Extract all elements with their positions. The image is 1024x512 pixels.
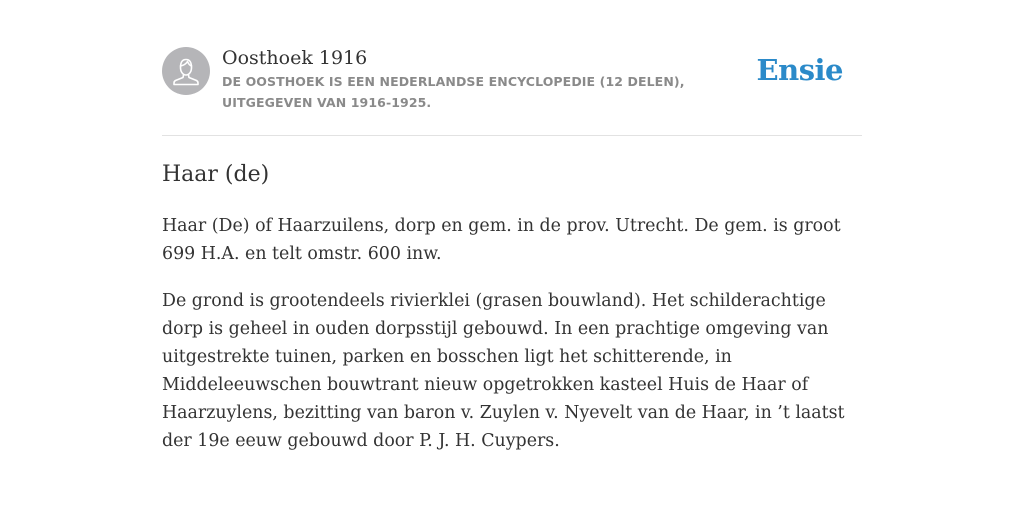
user-icon [162,47,210,95]
entry-title: Haar (de) [162,162,270,187]
brand-logo[interactable]: Ensie [756,53,843,87]
entry-paragraph: De grond is grootendeels rivierklei (grasen bouwland). Het schilderachtige dorp is geheel in ouden dorpsstijl gebouwd. In een prachtige omgeving van uitgestrekte tuinen, parken en bosschen ligt het schitterende, in Middeleeuwschen bouwtrant nieuw opgetrokken kasteel Huis de Haar of Haarzuylens, bezitting van baron v. Zuylen v. Nyevelt van de Haar, in ’t laatst der 19e eeuw gebouwd door P. J. H. Cuypers. [162,291,845,451]
source-header [162,0,862,136]
source-info [222,45,762,113]
source-description: DE OOSTHOEK IS EEN NEDERLANDSE ENCYCLOPEDIE (12 DELEN), UITGEGEVEN VAN 1916-1925. [222,74,685,110]
entry-paragraph: Haar (De) of Haarzuilens, dorp en gem. in de prov. Utrecht. De gem. is groot 699 H.A. en telt omstr. 600 inw. [162,216,841,264]
entry-body [162,212,862,474]
user-icon-graphic [162,47,210,95]
page [162,0,862,451]
source-title[interactable]: Oosthoek 1916 [222,47,368,69]
